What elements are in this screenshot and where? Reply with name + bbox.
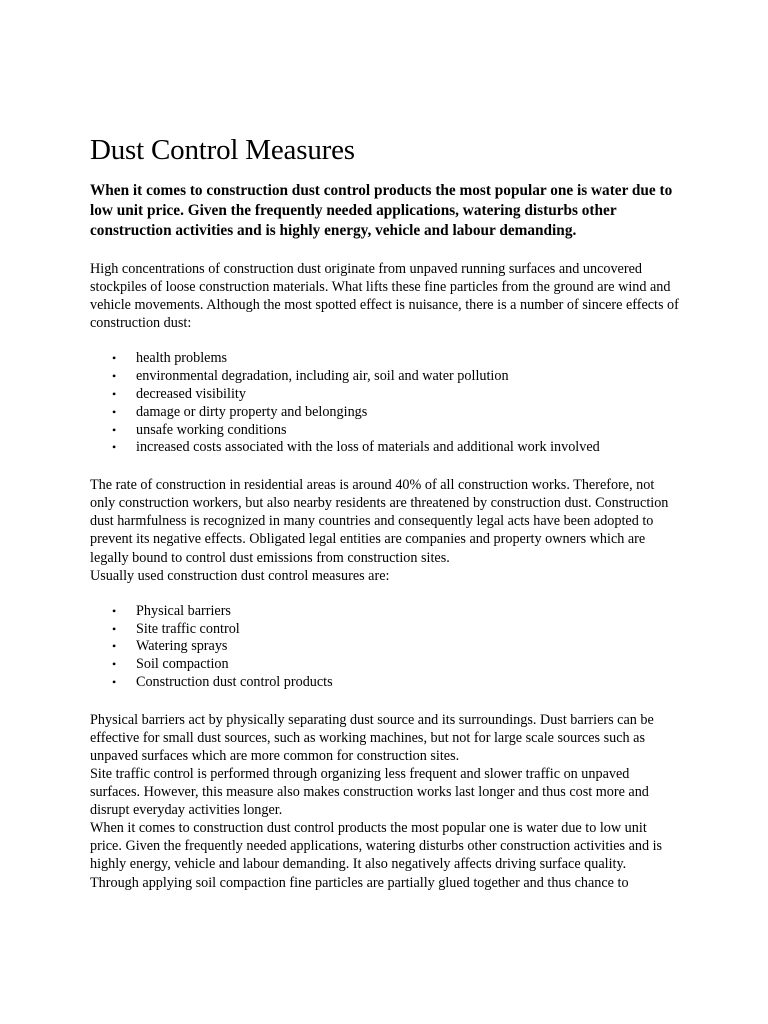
page-title: Dust Control Measures — [90, 134, 355, 166]
compaction-paragraph: Through applying soil compaction fine particles are partially glued together and thus chance to — [90, 874, 629, 891]
list-item: • Site traffic control — [90, 621, 682, 639]
measures-intro: Usually used construction dust control measures are: — [90, 567, 390, 584]
list-item: • damage or dirty property and belongings — [90, 404, 682, 422]
barriers-paragraph: Physical barriers act by physically separating dust source and its surroundings. Dust barriers can be effective for small dust sources, such as working machines, but not for large scale sources such as unpaved surfaces which are more common for construction sites. — [90, 711, 654, 764]
effects-list — [90, 350, 682, 457]
list-item: • Physical barriers — [90, 603, 682, 621]
rate-paragraph: The rate of construction in residential areas is around 40% of all construction works. Therefore, not only construction workers, but also nearby residents are threatened by construction dust. Construction dust harmfulness is recognized in many countries and consequently legal acts have been adopted to prevent its negative effects. Obligated legal entities are companies and property owners which are legally bound to control dust emissions from construction sites. — [90, 477, 669, 566]
list-item: • decreased visibility — [90, 386, 682, 404]
list-item: • unsafe working conditions — [90, 422, 682, 440]
list-item: • increased costs associated with the loss of materials and additional work involved — [90, 439, 682, 457]
measures-list — [90, 603, 682, 692]
list-item: • environmental degradation, including air, soil and water pollution — [90, 368, 682, 386]
list-item: • health problems — [90, 350, 682, 368]
list-item: • Watering sprays — [90, 638, 682, 656]
water-paragraph: When it comes to construction dust control products the most popular one is water due to low unit price. Given the frequently needed applications, watering disturbs other construction activities and is highly energy, vehicle and labour demanding. It also negatively affects driving surface quality. — [90, 820, 663, 873]
traffic-paragraph: Site traffic control is performed through organizing less frequent and slower traffic on unpaved surfaces. However, this measure also makes construction works last longer and thus cost more and disrupt everyday activities longer. — [90, 765, 649, 819]
list-item: • Construction dust control products — [90, 674, 682, 692]
intro-paragraph: High concentrations of construction dust originate from unpaved running surfaces and uncovered stockpiles of loose construction materials. What lifts these fine particles from the ground are wind and vehicle movements. Although the most spotted effect is nuisance, there is a number of sincere effects of construction dust: — [90, 261, 679, 332]
lead-paragraph: When it comes to construction dust control products the most popular one is water due to low unit price. Given the frequently needed applications, watering disturbs other construction activities and is highly energy, vehicle and labour demanding. — [90, 182, 673, 239]
list-item: • Soil compaction — [90, 656, 682, 674]
document-page — [90, 132, 682, 892]
